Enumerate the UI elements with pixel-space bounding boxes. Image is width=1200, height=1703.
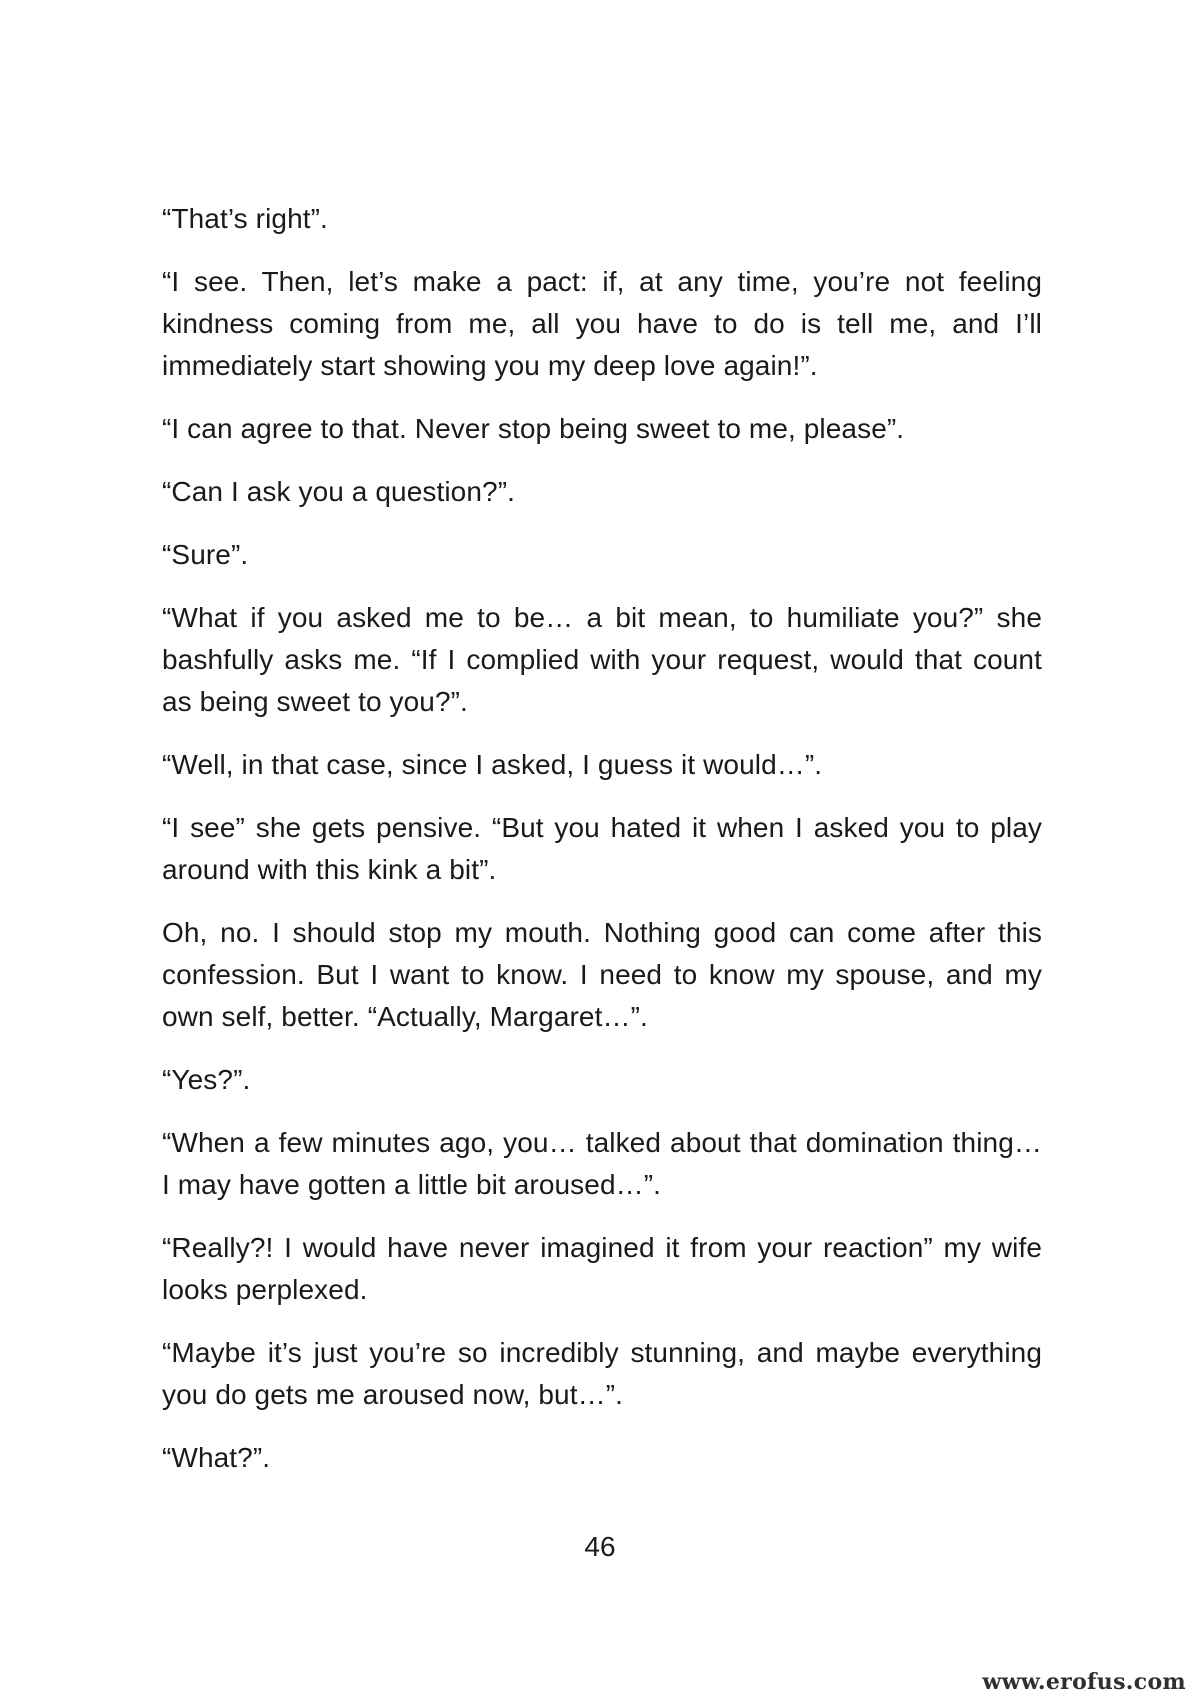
paragraph: “I see” she gets pensive. “But you hated it when I asked you to play around with this kink a bit”. bbox=[162, 812, 1042, 885]
paragraph: “I see. Then, let’s make a pact: if, at any time, you’re not feeling kindness coming from me, all you have to do is tell me, and I’ll immediately start showing you my deep love again!”. bbox=[162, 266, 1042, 381]
page-number: 46 bbox=[584, 1531, 616, 1562]
paragraph: “Yes?”. bbox=[162, 1064, 251, 1095]
paragraph: “That’s right”. bbox=[162, 203, 328, 234]
paragraph: “Well, in that case, since I asked, I guess it would…”. bbox=[162, 749, 823, 780]
paragraph: “Can I ask you a question?”. bbox=[162, 476, 515, 507]
paragraph: “I can agree to that. Never stop being sweet to me, please”. bbox=[162, 413, 905, 444]
paragraph: “What if you asked me to be… a bit mean, to humiliate you?” she bashfully asks me. “If I complied with your request, would that count as being sweet to you?”. bbox=[162, 602, 1042, 717]
paragraph: “Really?! I would have never imagined it from your reaction” my wife looks perplexed. bbox=[162, 1232, 1042, 1305]
paragraph: “When a few minutes ago, you… talked about that domination thing… I may have gotten a little bit aroused…”. bbox=[162, 1127, 1042, 1200]
paragraph: “Maybe it’s just you’re so incredibly stunning, and maybe everything you do gets me aroused now, but…”. bbox=[162, 1337, 1042, 1410]
paragraph: “Sure”. bbox=[162, 539, 249, 570]
paragraph: Oh, no. I should stop my mouth. Nothing good can come after this confession. But I want to know. I need to know my spouse, and my own self, better. “Actually, Margaret…”. bbox=[162, 917, 1042, 1032]
watermark: www.erofus.com bbox=[982, 1669, 1186, 1695]
paragraph: “What?”. bbox=[162, 1442, 271, 1473]
page-body bbox=[162, 198, 1042, 1500]
